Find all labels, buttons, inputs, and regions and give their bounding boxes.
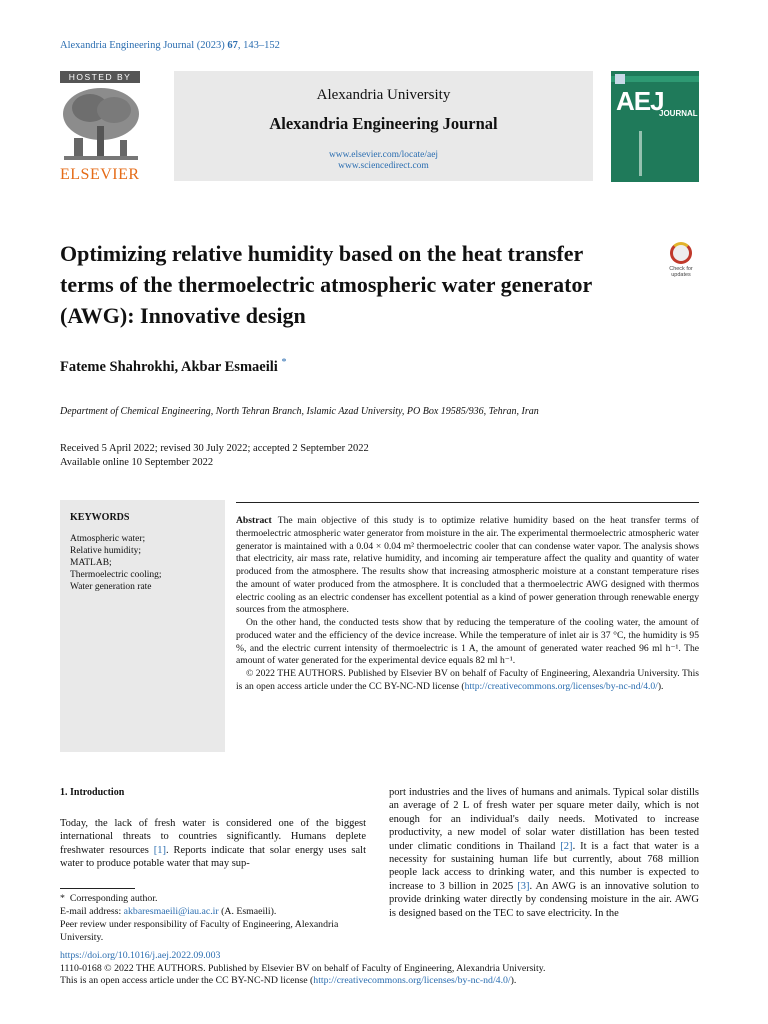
citation-pages: , 143–152 bbox=[237, 40, 280, 51]
online-date: Available online 10 September 2022 bbox=[60, 457, 214, 468]
peer-review-note: Peer review under responsibility of Faculty of Engineering, Alexandria University. bbox=[60, 919, 339, 943]
authors-names: Fateme Shahrokhi, Akbar Esmaeili bbox=[60, 358, 278, 375]
footer-license: This is an open access article under the CC BY-NC-ND license (http://creativecommons.org/licenses/by-nc-nd/4.0/). bbox=[60, 975, 517, 986]
elsevier-tree-logo bbox=[60, 86, 142, 164]
intro-column-right: port industries and the lives of humans and animals. Typical solar distills an average of 2 L of fresh water per square meter daily, which is not enough for an individual's daily needs. Motivated to increase productivity, a new model of solar water distillation has been tested under climatic conditions in Thailand [2]. It is a fact that water is a necessity for sustaining human life but currently, about 768 million people lack access to drinking water, and this number is expected to increase to 3 billion in 2025 [3]. An AWG is an innovative solution to provide drinking water directly by condensing moisture in the air. AWG is designed based on the TEC to save electricity. In the bbox=[389, 787, 699, 919]
journal-name: Alexandria Engineering Journal bbox=[269, 114, 498, 133]
abstract-para-2: On the other hand, the conducted tests show that by reducing the temperature of the cooling water, the amount of produced water and the efficiency of the device increase. While the temperature of inlet air is 37 °C, the humidity is 95 %, and the electric current intensity of thermoelectric is 1 A, the amount of generated water reached 96 ml h⁻¹. The amount of water generated for the experimental device equals 82 ml h⁻¹. bbox=[236, 617, 699, 667]
reference-link-1[interactable]: [1] bbox=[153, 844, 166, 856]
corresponding-author-mark[interactable]: * bbox=[281, 357, 287, 368]
journal-cover[interactable] bbox=[611, 71, 699, 182]
keyword-item: Atmospheric water; bbox=[70, 534, 146, 544]
footnote-rule bbox=[60, 888, 135, 889]
cover-letters: AEJ bbox=[616, 86, 664, 116]
keywords-heading: KEYWORDS bbox=[70, 512, 130, 523]
footnotes bbox=[60, 892, 370, 944]
keyword-item: Relative humidity; bbox=[70, 546, 141, 556]
reference-link-2[interactable]: [2] bbox=[560, 840, 573, 852]
footer-copyright: 1110-0168 © 2022 THE AUTHORS. Published by Elsevier BV on behalf of Faculty of Engineering, Alexandria University. bbox=[60, 962, 546, 974]
abstract-license-link[interactable]: http://creativecommons.org/licenses/by-nc-nd/4.0/ bbox=[464, 680, 658, 692]
elsevier-wordmark: ELSEVIER bbox=[60, 166, 140, 183]
article-dates bbox=[60, 442, 369, 470]
intro-column-left: Today, the lack of fresh water is considered one of the biggest international threats to countries significantly. Humans deplete freshwater resources [1]. Reports indicate that solar energy uses salt water to produce potable water that may sup- bbox=[60, 818, 366, 870]
keyword-item: Water generation rate bbox=[70, 582, 152, 592]
journal-banner bbox=[174, 71, 593, 181]
email-note: E-mail address: akbaresmaeili@iau.ac.ir (A. Esmaeili). bbox=[60, 906, 277, 917]
author-list bbox=[60, 357, 286, 376]
sciencedirect-url[interactable]: www.sciencedirect.com bbox=[338, 161, 429, 171]
abstract-rule bbox=[236, 502, 699, 503]
abstract-copyright: © 2022 THE AUTHORS. Published by Elsevier BV on behalf of Faculty of Engineering, Alexandria University. This is an open access article under the CC BY-NC-ND license (http://creativecommons.org/licenses/by-nc-nd/4.0/). bbox=[236, 668, 699, 692]
article-title: Optimizing relative humidity based on the heat transfer terms of the thermoelectric atmospheric water generator (AWG): Innovative design bbox=[60, 241, 592, 328]
check-updates-label: Check for updates bbox=[669, 266, 693, 278]
keywords-box bbox=[60, 500, 225, 752]
affiliation: Department of Chemical Engineering, North Tehran Branch, Islamic Azad University, PO Box 19585/936, Tehran, Iran bbox=[60, 406, 539, 417]
hosted-by-label: HOSTED BY bbox=[60, 71, 140, 83]
abstract-label: Abstract bbox=[236, 515, 272, 526]
abstract bbox=[236, 515, 699, 694]
page-footer bbox=[60, 950, 700, 988]
journal-citation[interactable] bbox=[60, 40, 280, 51]
citation-journal: Alexandria Engineering Journal (2023) bbox=[60, 40, 225, 51]
check-updates-icon bbox=[670, 242, 692, 264]
corresponding-author-note: * Corresponding author. bbox=[60, 893, 158, 904]
citation-volume: 67 bbox=[227, 40, 238, 51]
check-for-updates-badge[interactable] bbox=[663, 242, 699, 280]
university-name: Alexandria University bbox=[316, 87, 451, 103]
doi-link[interactable]: https://doi.org/10.1016/j.aej.2022.09.003 bbox=[60, 950, 221, 961]
cover-logo-icon bbox=[615, 74, 625, 84]
reference-link-3[interactable]: [3] bbox=[517, 880, 530, 892]
abstract-para-1: Abstract The main objective of this study is to optimize relative humidity based on the heat transfer terms of thermoelectric atmospheric water generator from moisture in the air. The experimental thermoelectric atmospheric water generator is maintained with a 0.04 × 0.04 m² thermoelectric cooler that can condense water vapor. The analysis shows that electricity, air mass rate, relative humidity, and incoming air temperature affect the quality and quantity of water produced from the atmosphere. The results show that increasing atmospheric moisture at a constant temperature rises the amount of water produced from the atmosphere. It is concluded that a thermoelectric AWG designed with thermos electric cooling as an electric condenser has excellent potential as a kind of power generation through renewable energy sources from the atmosphere. bbox=[236, 515, 699, 616]
section-heading-introduction: 1. Introduction bbox=[60, 787, 125, 798]
elsevier-url[interactable]: www.elsevier.com/locate/aej bbox=[328, 150, 439, 160]
keyword-item: Thermoelectric cooling; bbox=[70, 570, 162, 580]
footer-license-link[interactable]: http://creativecommons.org/licenses/by-nc-nd/4.0/ bbox=[313, 975, 511, 986]
received-dates: Received 5 April 2022; revised 30 July 2022; accepted 2 September 2022 bbox=[60, 443, 369, 454]
keyword-item: MATLAB; bbox=[70, 558, 112, 568]
cover-word: JOURNAL bbox=[659, 109, 698, 118]
author-email-link[interactable]: akbaresmaeili@iau.ac.ir bbox=[123, 906, 219, 917]
